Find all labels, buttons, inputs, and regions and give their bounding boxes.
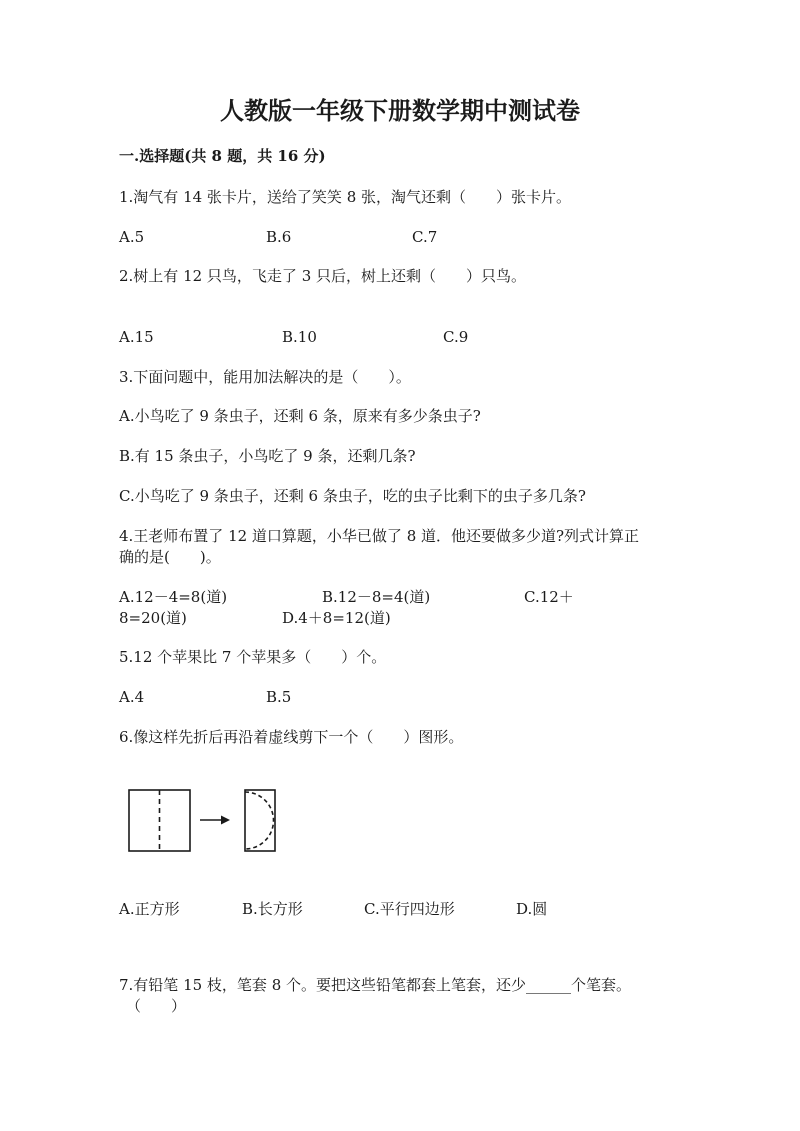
question-5: 5.12 个苹果比 7 个苹果多（ ）个。	[119, 648, 387, 666]
q1-option-b[interactable]: B.6	[266, 228, 292, 246]
q2-option-c[interactable]: C.9	[443, 328, 469, 346]
cut-curve-dashed	[245, 792, 273, 849]
q4-option-d[interactable]: D.4＋8=12(道)	[282, 609, 391, 627]
q5-option-b[interactable]: B.5	[266, 688, 292, 706]
q6-option-d[interactable]: D.圆	[516, 900, 548, 918]
q1-option-c[interactable]: C.7	[412, 228, 438, 246]
question-2: 2.树上有 12 只鸟，飞走了 3 只后，树上还剩（ ）只鸟。	[119, 267, 527, 285]
q1-option-a[interactable]: A.5	[119, 228, 145, 246]
q6-option-c[interactable]: C.平行四边形	[364, 900, 455, 918]
folded-rectangle	[245, 790, 275, 851]
question-1: 1.淘气有 14 张卡片，送给了笑笑 8 张，淘气还剩（ ）张卡片。	[119, 188, 572, 206]
q3-option-c[interactable]: C.小鸟吃了 9 条虫子，还剩 6 条虫子，吃的虫子比剩下的虫子多几条?	[119, 487, 586, 505]
question-7-answer-blank[interactable]: （ ）	[126, 997, 187, 1015]
q4-option-c-continued: 8=20(道)	[119, 609, 187, 627]
question-4: 4.王老师布置了 12 道口算题，小华已做了 8 道．他还要做多少道?列式计算正	[119, 527, 640, 545]
q3-option-a[interactable]: A.小鸟吃了 9 条虫子，还剩 6 条，原来有多少条虫子?	[119, 407, 481, 425]
q5-option-a[interactable]: A.4	[119, 688, 145, 706]
arrow-head-icon	[221, 816, 230, 825]
question-3: 3.下面问题中，能用加法解决的是（ ）。	[119, 368, 411, 386]
q6-option-b[interactable]: B.长方形	[242, 900, 303, 918]
q4-option-a[interactable]: A.12－4=8(道)	[119, 588, 228, 606]
section-heading: 一.选择题(共 8 题，共 16 分)	[119, 147, 326, 165]
q2-option-a[interactable]: A.15	[119, 328, 154, 346]
question-4-line-2: 确的是( )。	[119, 548, 221, 566]
q3-option-b[interactable]: B.有 15 条虫子，小鸟吃了 9 条，还剩几条?	[119, 447, 416, 465]
question-6: 6.像这样先折后再沿着虚线剪下一个（ ）图形。	[119, 728, 464, 746]
q4-option-b[interactable]: B.12－8=4(道)	[322, 588, 431, 606]
q4-option-c[interactable]: C.12＋	[524, 588, 574, 606]
page-title: 人教版一年级下册数学期中测试卷	[220, 96, 580, 125]
question-7: 7.有铅笔 15 枝，笔套 8 个。要把这些铅笔都套上笔套，还少______个笔套。	[119, 976, 632, 994]
q2-option-b[interactable]: B.10	[282, 328, 317, 346]
q6-option-a[interactable]: A.正方形	[119, 900, 180, 918]
